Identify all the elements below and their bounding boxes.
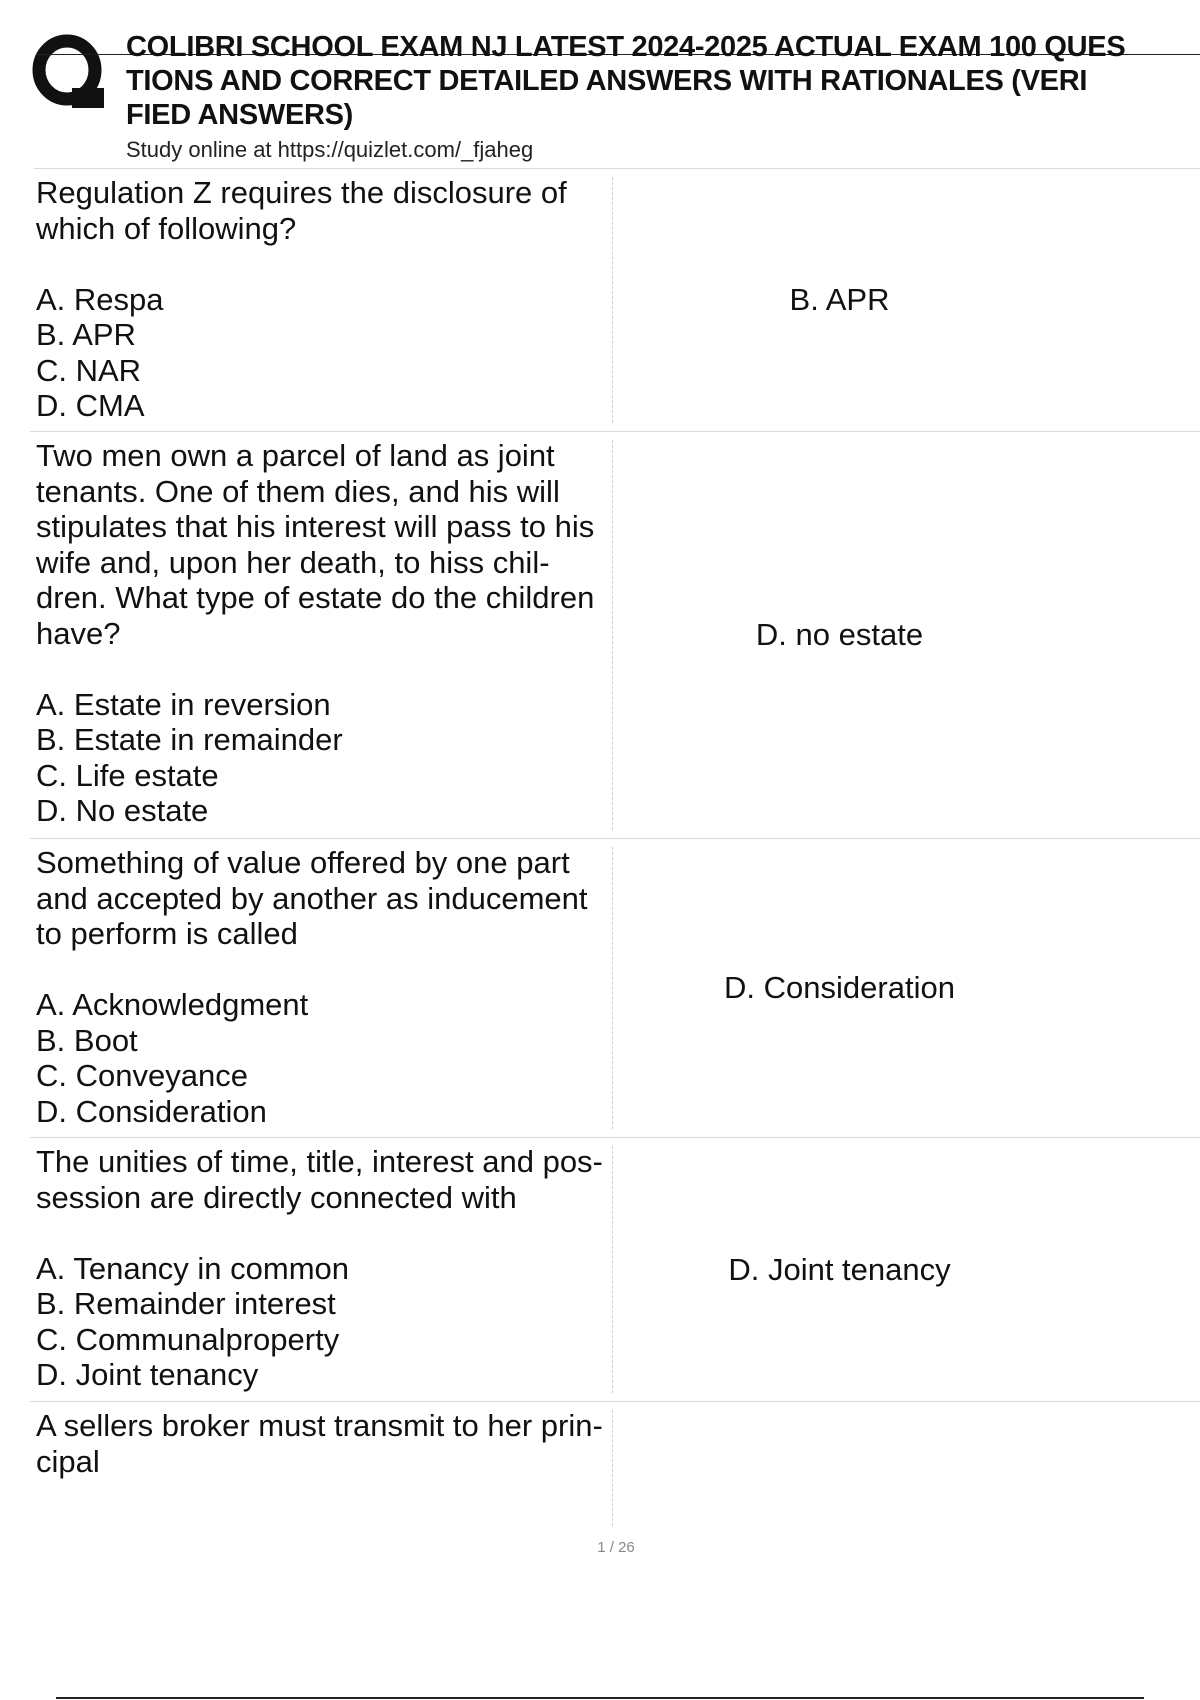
flashcard-row — [30, 432, 1200, 839]
page-header — [0, 0, 1200, 168]
card-definition — [613, 1402, 1200, 1534]
footer-rule — [56, 1697, 1144, 1699]
card-term: Something of value offered by one part and accepted by another as inducement to perform is called A. Acknowledgment B. Boot C. Conveyance D. Consideration — [36, 845, 588, 1129]
card-definition: D. Joint tenancy — [728, 1251, 951, 1287]
flashcard-row — [30, 1138, 1200, 1402]
study-online-link[interactable]: Study online at https://quizlet.com/_fjaheg — [126, 137, 534, 162]
card-term: Regulation Z requires the disclosure of which of following? A. Respa B. APR C. NAR D. CMA — [36, 175, 567, 423]
page-number: 1 / 26 — [597, 1539, 635, 1556]
card-definition: B. APR — [789, 282, 890, 317]
card-definition: D. Consideration — [724, 970, 955, 1005]
document-title: COLIBRI SCHOOL EXAM NJ LATEST 2024-2025 ACTUAL EXAM 100 QUES TIONS AND CORRECT DETAILED ANSWERS WITH RATIONALES (VERI FIED ANSWERS) — [126, 31, 1126, 131]
flashcard-row — [30, 1402, 1200, 1534]
card-term: Two men own a parcel of land as joint tenants. One of them dies, and his will stipulates that his interest will pass to his wife and, upon her death, to hiss chil- dren. What type of estate do the children have? A. Estate in reversion B. Estate in remainder C. Life estate D. No estate — [36, 438, 595, 828]
card-definition: D. no estate — [755, 617, 924, 652]
card-term: A sellers broker must transmit to her prin- cipal — [36, 1408, 603, 1479]
flashcard-list — [30, 169, 1200, 1534]
flashcard-row — [30, 169, 1200, 432]
flashcard-row — [30, 839, 1200, 1138]
quizlet-logo-icon — [32, 32, 106, 112]
card-term: The unities of time, title, interest and pos- session are directly connected with A. Tenancy in common B. Remainder interest C. Communalproperty D. Joint tenancy — [36, 1144, 603, 1392]
